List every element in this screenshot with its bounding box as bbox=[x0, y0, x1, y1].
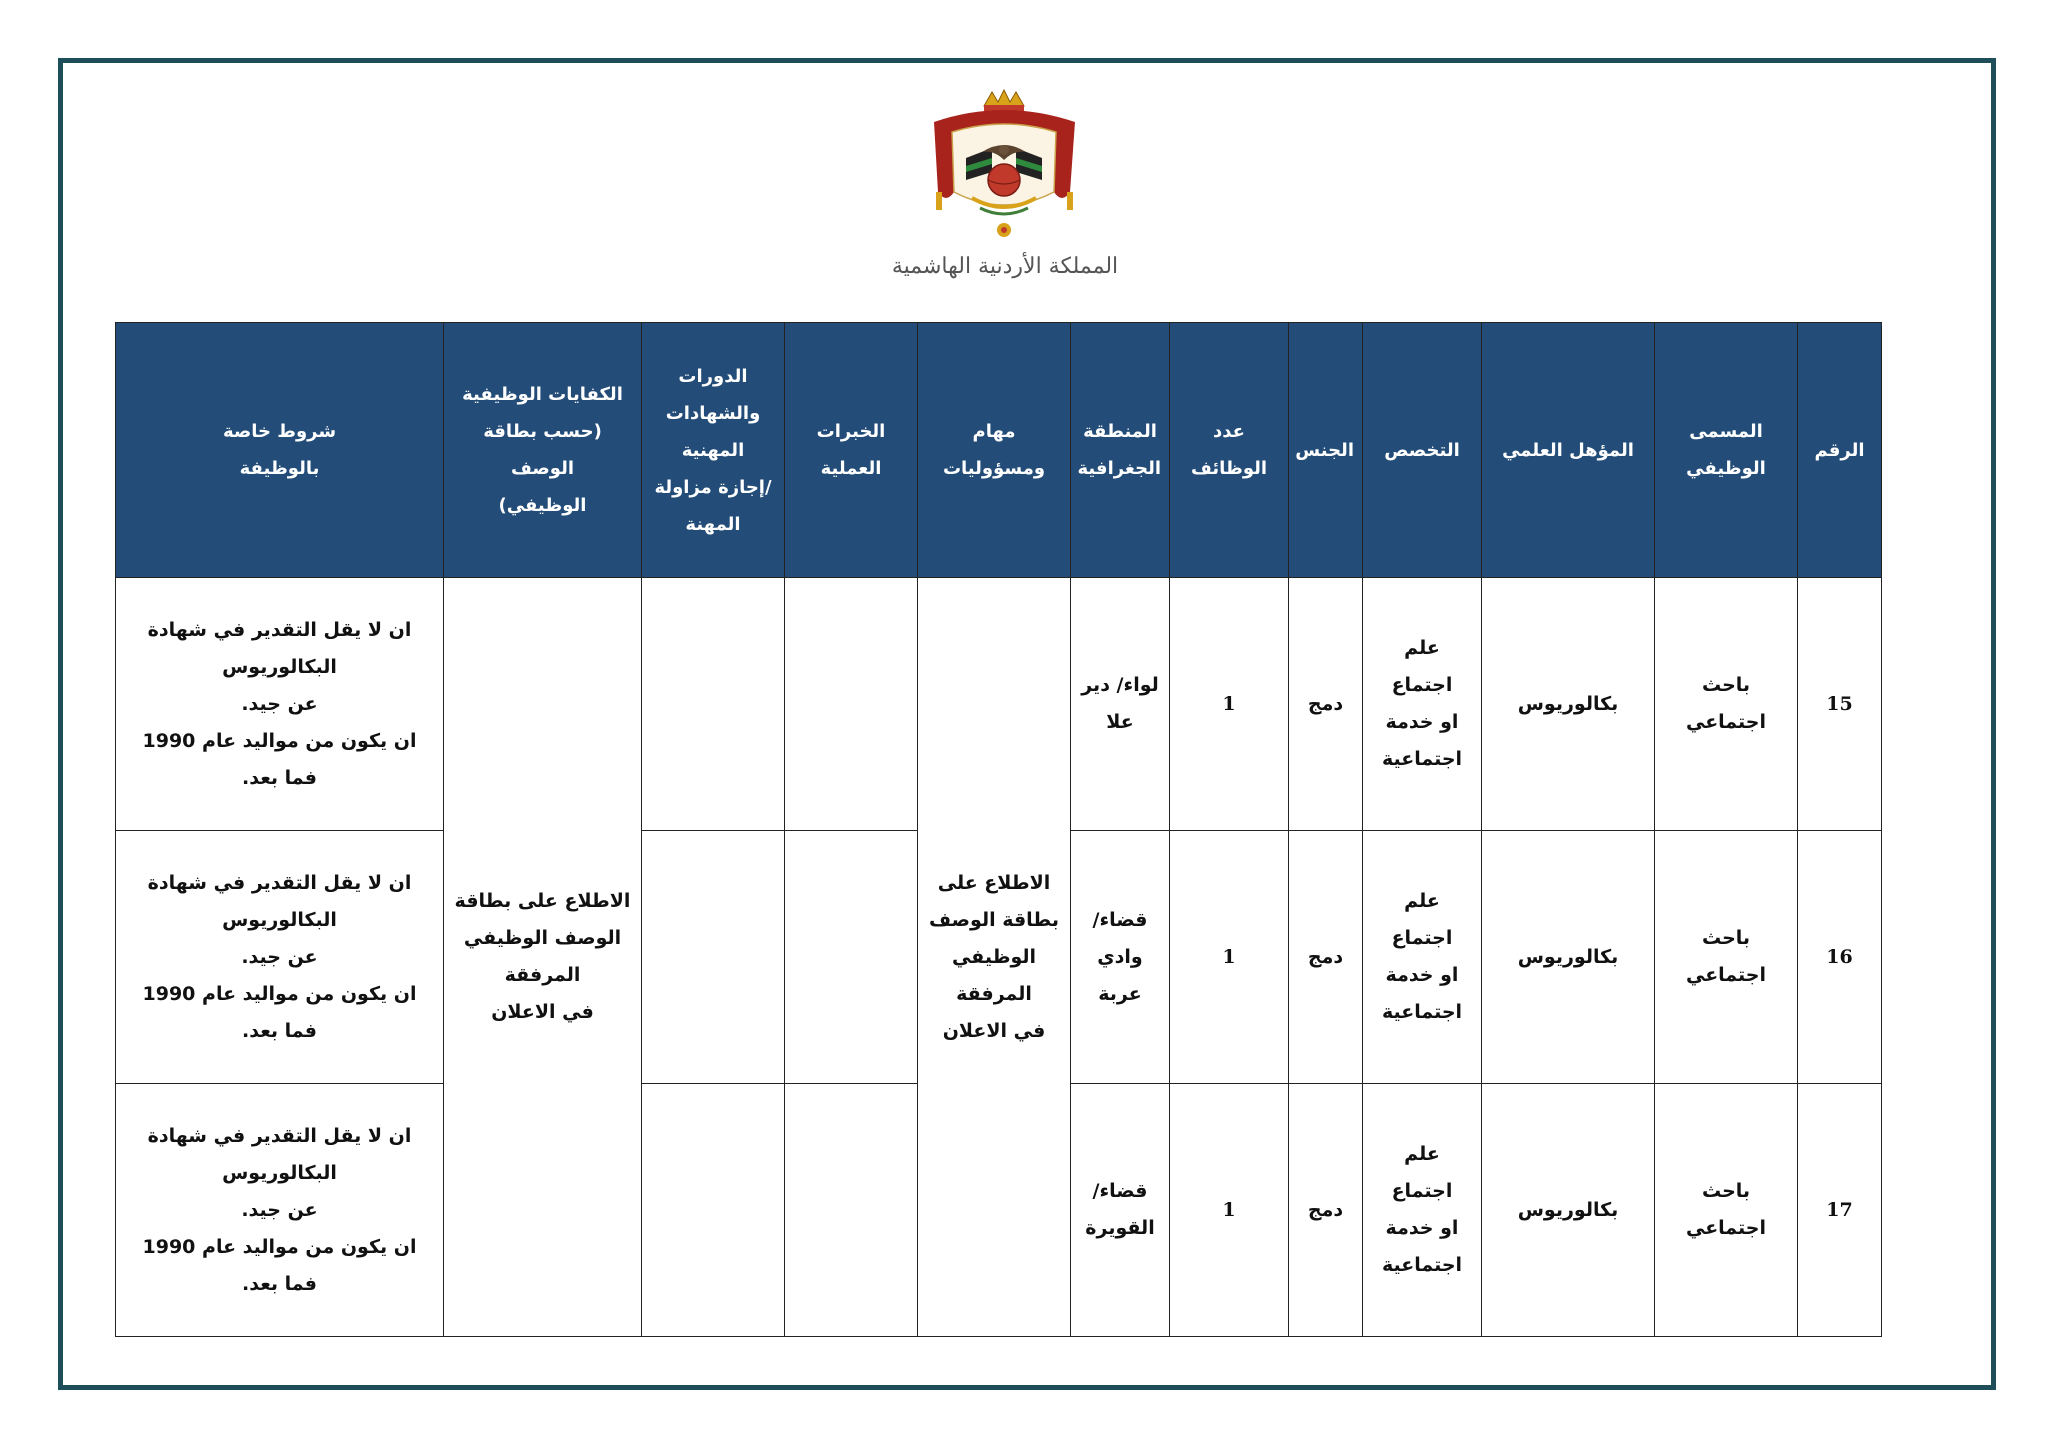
cell-competencies bbox=[444, 578, 642, 1337]
cell-line: عن جيد. bbox=[241, 692, 318, 715]
cell-number: 16 bbox=[1798, 831, 1882, 1084]
cell-vacancies: 1 bbox=[1170, 1084, 1289, 1337]
cell-line: او خدمة bbox=[1385, 711, 1459, 733]
cell-gender: دمج bbox=[1289, 831, 1363, 1084]
cell-line: القويرة bbox=[1085, 1217, 1155, 1239]
table-row bbox=[116, 578, 1882, 831]
column-header-gender: الجنس bbox=[1289, 323, 1363, 578]
cell-line: ان يكون من مواليد عام 1990 فما بعد. bbox=[142, 1235, 417, 1295]
cell-specialization bbox=[1363, 578, 1482, 831]
column-header-conditions: شروط خاصة بالوظيفة bbox=[116, 323, 444, 578]
cell-conditions bbox=[116, 578, 444, 831]
cell-line: ان يكون من مواليد عام 1990 فما بعد. bbox=[142, 729, 417, 789]
cell-job_title: باحث اجتماعي bbox=[1655, 1084, 1798, 1337]
jobs-table bbox=[115, 322, 1882, 1337]
cell-qualification: بكالوريوس bbox=[1482, 578, 1655, 831]
cell-gender: دمج bbox=[1289, 578, 1363, 831]
cell-line: اجتماعية bbox=[1381, 748, 1463, 770]
cell-qualification: بكالوريوس bbox=[1482, 1084, 1655, 1337]
cell-conditions bbox=[116, 1084, 444, 1337]
cell-region bbox=[1071, 831, 1170, 1084]
cell-line: عربة bbox=[1098, 982, 1142, 1005]
column-header-job_title: المسمى الوظيفي bbox=[1655, 323, 1798, 578]
cell-specialization bbox=[1363, 1084, 1482, 1337]
cell-line: وادي bbox=[1097, 945, 1143, 968]
cell-line: ان لا يقل التقدير في شهادة البكالوريوس bbox=[147, 1124, 412, 1184]
cell-line: علم اجتماع bbox=[1391, 890, 1453, 949]
cell-line: الوصف الوظيفي المرفقة bbox=[463, 927, 622, 986]
cell-job_title: باحث اجتماعي bbox=[1655, 831, 1798, 1084]
column-header-number: الرقم bbox=[1798, 323, 1882, 578]
cell-region bbox=[1071, 1084, 1170, 1337]
cell-vacancies: 1 bbox=[1170, 578, 1289, 831]
cell-line: في الاعلان bbox=[491, 1001, 594, 1023]
cell-line: علم اجتماع bbox=[1391, 637, 1453, 696]
kingdom-name: المملكة الأردنية الهاشمية bbox=[891, 254, 1119, 279]
column-header-qualification: المؤهل العلمي bbox=[1482, 323, 1655, 578]
cell-experience bbox=[785, 578, 918, 831]
cell-line: لواء/ دير bbox=[1081, 674, 1159, 696]
cell-line: ان يكون من مواليد عام 1990 فما بعد. bbox=[142, 982, 417, 1042]
cell-conditions bbox=[116, 831, 444, 1084]
column-header-specialization: التخصص bbox=[1363, 323, 1482, 578]
cell-vacancies: 1 bbox=[1170, 831, 1289, 1084]
cell-line: في الاعلان bbox=[942, 1019, 1046, 1042]
cell-job_title: باحث اجتماعي bbox=[1655, 578, 1798, 831]
cell-line: او خدمة bbox=[1385, 1217, 1459, 1239]
column-header-competencies: الكفايات الوظيفية (حسب بطاقة الوصف الوظيفي) bbox=[444, 323, 642, 578]
cell-region bbox=[1071, 578, 1170, 831]
column-header-region: المنطقة الجغرافية bbox=[1071, 323, 1170, 578]
cell-line: ان لا يقل التقدير في شهادة البكالوريوس bbox=[147, 618, 412, 678]
table-header-row bbox=[116, 323, 1882, 578]
column-header-duties: مهام ومسؤوليات bbox=[918, 323, 1071, 578]
cell-line: بطاقة الوصف bbox=[929, 908, 1059, 931]
jordan-royal-coat-of-arms-icon bbox=[922, 88, 1087, 246]
cell-line: قضاء/ bbox=[1092, 908, 1148, 931]
cell-number: 15 bbox=[1798, 578, 1882, 831]
cell-gender: دمج bbox=[1289, 1084, 1363, 1337]
cell-line: قضاء/ bbox=[1092, 1180, 1148, 1202]
cell-line: عن جيد. bbox=[241, 945, 318, 968]
cell-line: الوظيفي المرفقة bbox=[951, 945, 1037, 1005]
cell-specialization bbox=[1363, 831, 1482, 1084]
cell-duties bbox=[918, 578, 1071, 1337]
column-header-experience: الخبرات العملية bbox=[785, 323, 918, 578]
cell-line: الاطلاع على bbox=[937, 871, 1051, 894]
cell-line: ان لا يقل التقدير في شهادة البكالوريوس bbox=[147, 871, 412, 931]
cell-experience bbox=[785, 831, 918, 1084]
cell-qualification: بكالوريوس bbox=[1482, 831, 1655, 1084]
cell-line: الاطلاع على بطاقة bbox=[454, 890, 631, 912]
cell-courses bbox=[642, 1084, 785, 1337]
column-header-courses: الدورات والشهادات المهنية /إجازة مزاولة المهنة bbox=[642, 323, 785, 578]
cell-line: اجتماعية bbox=[1381, 1001, 1463, 1023]
cell-experience bbox=[785, 1084, 918, 1337]
cell-line: علم اجتماع bbox=[1391, 1143, 1453, 1202]
column-header-vacancies: عدد الوظائف bbox=[1170, 323, 1289, 578]
cell-line: او خدمة bbox=[1385, 964, 1459, 986]
cell-courses bbox=[642, 578, 785, 831]
cell-line: علا bbox=[1106, 711, 1134, 733]
cell-courses bbox=[642, 831, 785, 1084]
cell-number: 17 bbox=[1798, 1084, 1882, 1337]
cell-line: اجتماعية bbox=[1381, 1254, 1463, 1276]
cell-line: عن جيد. bbox=[241, 1198, 318, 1221]
